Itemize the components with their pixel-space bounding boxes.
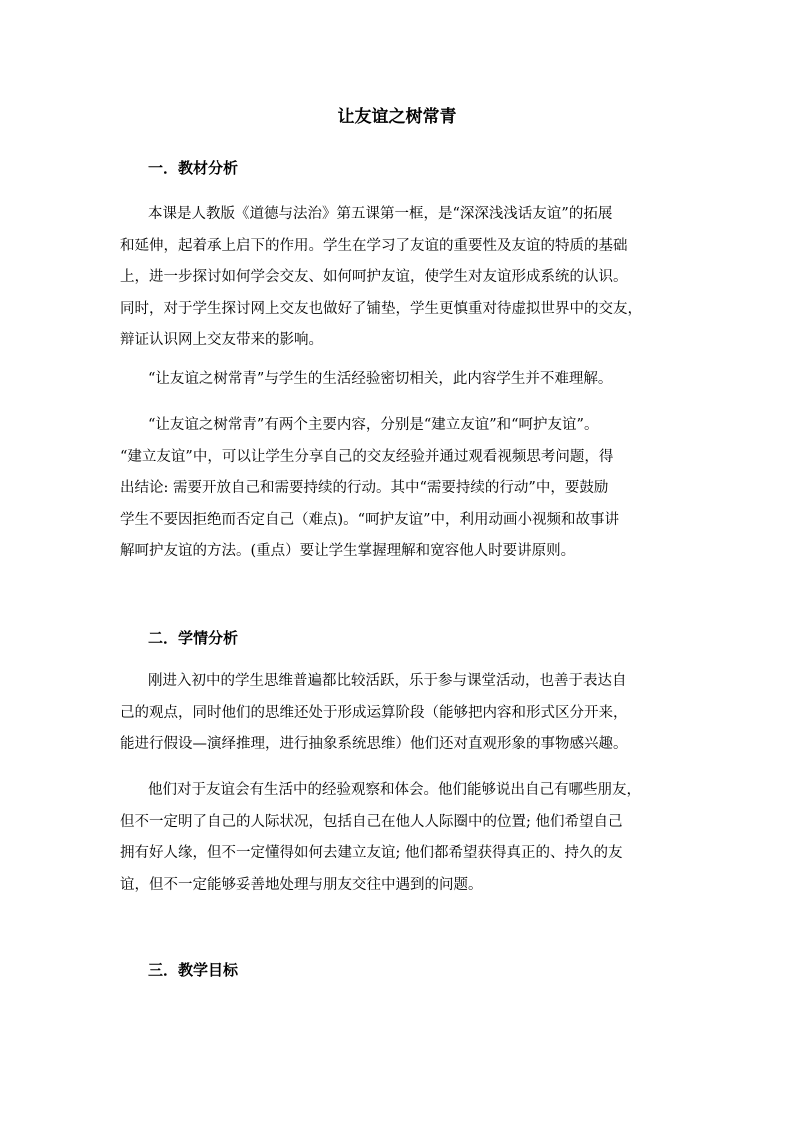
- paragraph-line: 但不一定明了自己的人际状况，包括自己在他人人际圈中的位置; 他们希望自己: [120, 813, 623, 830]
- paragraph-friendship-experience: [120, 775, 690, 901]
- paragraph-line: 同时，对于学生探讨网上交友也做好了铺垫，学生更慎重对待虚拟世界中的交友，: [120, 300, 642, 317]
- paragraph-line: “建立友谊”中，可以让学生分享自己的交友经验并通过观看视频思考问题，得: [120, 448, 614, 465]
- paragraph-line: “让友谊之树常青”有两个主要内容，分别是“建立友谊”和“呵护友谊”。: [148, 417, 599, 433]
- paragraph-line: 解呵护友谊的方法。(重点）要让学生掌握理解和宽容他人时要讲原则。: [120, 543, 576, 559]
- paragraph-line: “让友谊之树常青”与学生的生活经验密切相关，此内容学生并不难理解。: [148, 371, 613, 387]
- paragraph-line: 能进行假设—演绎推理，进行抽象系统思维）他们还对直观形象的事物感兴趣。: [120, 736, 628, 752]
- paragraph-line: 刚进入初中的学生思维普遍都比较活跃，乐于参与课堂活动，也善于表达自: [148, 673, 627, 689]
- paragraph-line: 己的观点，同时他们的思维还处于形成运算阶段（能够把内容和形式区分开来，: [120, 704, 628, 721]
- paragraph-student-thinking: [120, 666, 690, 761]
- paragraph-line: 他们对于友谊会有生活中的经验观察和体会。他们能够说出自己有哪些朋友，: [148, 782, 641, 798]
- paragraph-line: 上，进一步探讨如何学会交友、如何呵护友谊，使学生对友谊形成系统的认识。: [120, 269, 628, 285]
- document-title: 让友谊之树常青: [337, 107, 457, 127]
- paragraph-line: 谊，但不一定能够妥善地处理与朋友交往中遇到的问题。: [120, 876, 483, 893]
- paragraph-life-experience: [120, 364, 690, 396]
- paragraph-line: 辩证认识网上交友带来的影响。: [120, 332, 323, 348]
- paragraph-textbook-intro: [120, 199, 690, 357]
- section-heading-textbook-analysis: 一．教材分析: [148, 159, 239, 177]
- paragraph-line: 拥有好人缘，但不一定懂得如何去建立友谊; 他们都希望获得真正的、持久的友: [120, 845, 623, 861]
- paragraph-line: 出结论: 需要开放自己和需要持续的行动。其中“需要持续的行动”中，要鼓励: [120, 480, 609, 496]
- section-heading-teaching-goals: 三．教学目标: [148, 961, 239, 979]
- paragraph-line: 本课是人教版《道德与法治》第五课第一框，是“深深浅浅话友谊”的拓展: [148, 206, 613, 222]
- section-heading-student-analysis: 二．学情分析: [148, 629, 239, 647]
- paragraph-main-content: [120, 410, 690, 568]
- paragraph-line: 学生不要因拒绝而否定自己（难点)。“呵护友谊”中，利用动画小视频和故事讲: [120, 511, 619, 528]
- paragraph-line: 和延伸，起着承上启下的作用。学生在学习了友谊的重要性及友谊的特质的基础: [120, 237, 628, 254]
